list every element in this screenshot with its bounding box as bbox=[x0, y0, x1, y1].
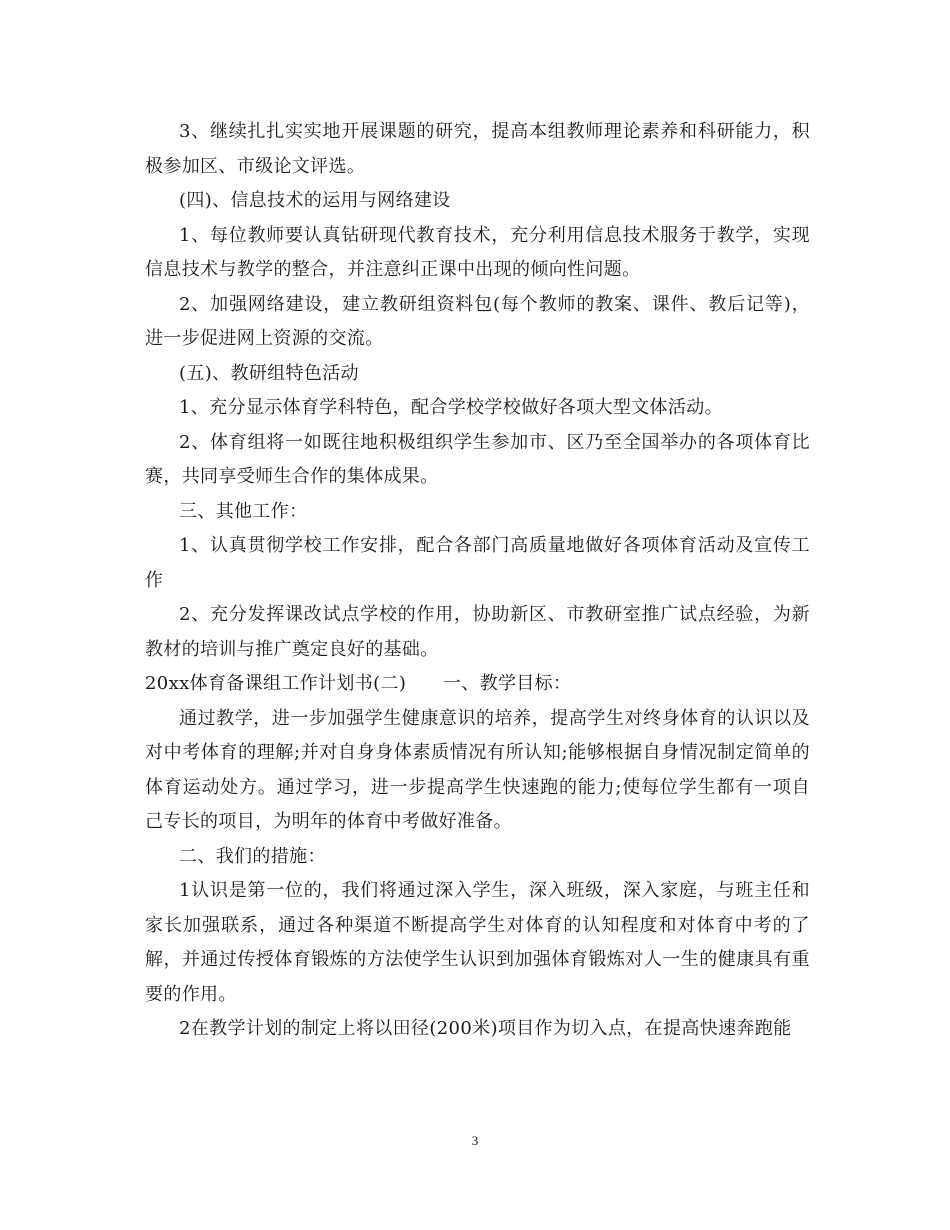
paragraph-item-2-pilot-school: 2、充分发挥课改试点学校的作用，协助新区、市教研室推广试点经验，为新教材的培训与推广奠定良好的基础。 bbox=[145, 604, 810, 660]
paragraph-measure-1: 1认识是第一位的，我们将通过深入学生，深入班级，深入家庭，与班主任和家长加强联系，通过各种渠道不断提高学生对体育的认知程度和对体育中考的了解，并通过传授体育锻炼的方法使学生认识到加强体育锻炼对人一生的健康具有重要的作用。 bbox=[145, 880, 810, 1005]
section-heading-3-other-work: 三、其他工作： bbox=[179, 500, 308, 522]
paragraph-teaching-goals: 通过教学，进一步加强学生健康意识的培养，提高学生对终身体育的认识以及对中考体育的理解;并对自身身体素质情况有所认知;能够根据自身情况制定简单的体育运动处方。通过学习，进一步提高学生快速跑的能力;使每位学生都有一项自己专长的项目，为明年的体育中考做好准备。 bbox=[145, 707, 810, 832]
paragraph-item-3-research: 3、继续扎扎实实地开展课题的研究，提高本组教师理论素养和科研能力，积极参加区、市级论文评选。 bbox=[145, 121, 810, 177]
paragraph-item-2-competitions: 2、体育组将一如既往地积极组织学生参加市、区乃至全国举办的各项体育比赛，共同享受师生合作的集体成果。 bbox=[145, 431, 810, 487]
section-heading-5-activities: (五)、教研组特色活动 bbox=[179, 362, 359, 384]
paragraph-item-2-network: 2、加强网络建设，建立教研组资料包(每个教师的教案、课件、教后记等)，进一步促进网上资源的交流。 bbox=[145, 293, 810, 349]
paragraph-item-1-modern-tech: 1、每位教师要认真钻研现代教育技术，充分利用信息技术服务于教学，实现信息技术与教学的整合，并注意纠正课中出现的倾向性问题。 bbox=[145, 224, 810, 280]
document-body bbox=[145, 115, 810, 1047]
paragraph-item-1-features: 1、充分显示体育学科特色，配合学校学校做好各项大型文体活动。 bbox=[179, 397, 723, 418]
plan-title-line: 20xx体育备课组工作计划书(二) 一、教学目标： bbox=[145, 673, 572, 694]
paragraph-item-1-arrangements: 1、认真贯彻学校工作安排，配合各部门高质量地做好各项体育活动及宣传工作 bbox=[145, 535, 810, 591]
section-heading-4-info-tech: (四)、信息技术的运用与网络建设 bbox=[179, 190, 451, 211]
page-number: 3 bbox=[471, 1133, 479, 1148]
paragraph-measure-2: 2在教学计划的制定上将以田径(200米)项目作为切入点，在提高快速奔跑能 bbox=[179, 1018, 792, 1039]
section-heading-measures: 二、我们的措施： bbox=[179, 845, 326, 867]
